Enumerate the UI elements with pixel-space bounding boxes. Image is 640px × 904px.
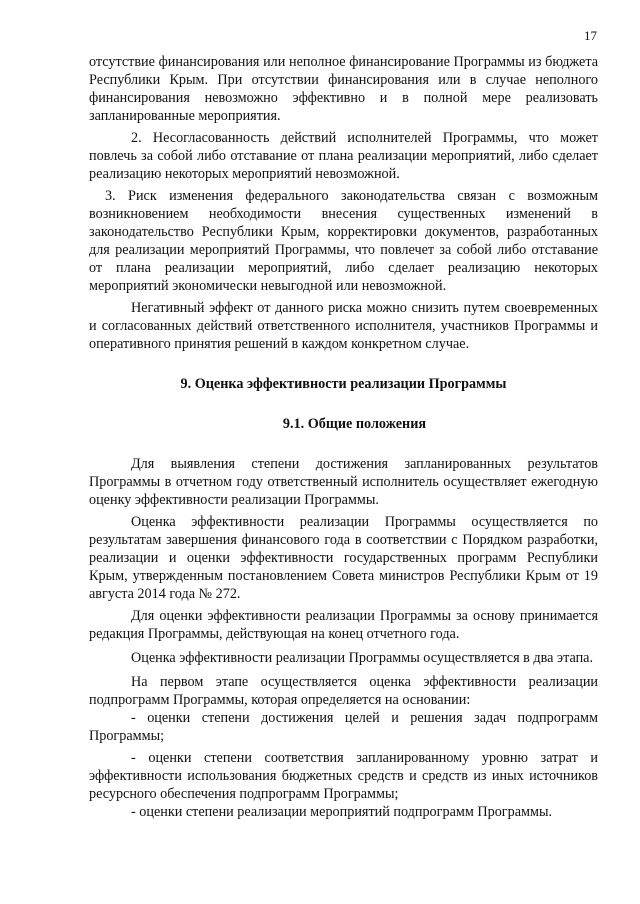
- paragraph-legislation-risk: 3. Риск изменения федерального законодательства связан с возможным возникновением необходимости внесения существенных изменений в законодательство Республики Крым, корректировки документов, разработанных для реализации мероприятий Программы, что повлечет за собой либо отставание от плана реализации мероприятий, либо сделает реализацию некоторых мероприятий экономически невыгодной или невозможной.: [89, 188, 598, 294]
- subsection-heading: 9.1. Общие положения: [282, 416, 427, 432]
- document-body: [89, 53, 598, 821]
- paragraph-two-stages: Оценка эффективности реализации Программы осуществляется в два этапа.: [131, 650, 594, 666]
- paragraph-evaluation-procedure: Оценка эффективности реализации Программы осуществляется по результатам завершения финансового года в соответствии с Порядком разработки, реализации и оценки эффективности государственных программ Республики Крым, утвержденным постановлением Совета министров Республики Крым от 19 августа 2014 года № 272.: [89, 514, 598, 602]
- paragraph-mitigation: Негативный эффект от данного риска можно снизить путем своевременных и согласованных действий ответственного исполнителя, участников Программы и оперативного принятия решений в каждом конкретном случае.: [89, 300, 598, 352]
- paragraph-annual-evaluation: Для выявления степени достижения запланированных результатов Программы в отчетном году ответственный исполнитель осуществляет ежегодную оценку эффективности реализации Программы.: [89, 456, 598, 508]
- list-item-goals-assessment: - оценки степени достижения целей и решения задач подпрограмм Программы;: [89, 710, 598, 744]
- section-heading: 9. Оценка эффективности реализации Программы: [180, 376, 507, 392]
- list-item-activities-assessment: - оценки степени реализации мероприятий подпрограмм Программы.: [131, 804, 553, 820]
- list-item-cost-assessment: - оценки степени соответствия запланированному уровню затрат и эффективности использования бюджетных средств и средств из иных источников ресурсного обеспечения подпрограмм Программы;: [89, 750, 598, 802]
- paragraph-first-stage: На первом этапе осуществляется оценка эффективности реализации подпрограмм Программы, которая определяется на основании:: [89, 674, 598, 708]
- page-number: 17: [584, 28, 597, 43]
- paragraph-program-edition: Для оценки эффективности реализации Программы за основу принимается редакция Программы, действующая на конец отчетного года.: [89, 608, 598, 642]
- paragraph-financing-risk: отсутствие финансирования или неполное финансирование Программы из бюджета Республики Крым. При отсутствии финансирования или в случае неполного финансирования невозможно эффективно и в полной мере реализовать запланированные мероприятия.: [89, 54, 598, 124]
- paragraph-coordination-risk: 2. Несогласованность действий исполнителей Программы, что может повлечь за собой либо отставание от плана реализации мероприятий, либо сделает реализацию некоторых мероприятий невозможной.: [89, 130, 598, 182]
